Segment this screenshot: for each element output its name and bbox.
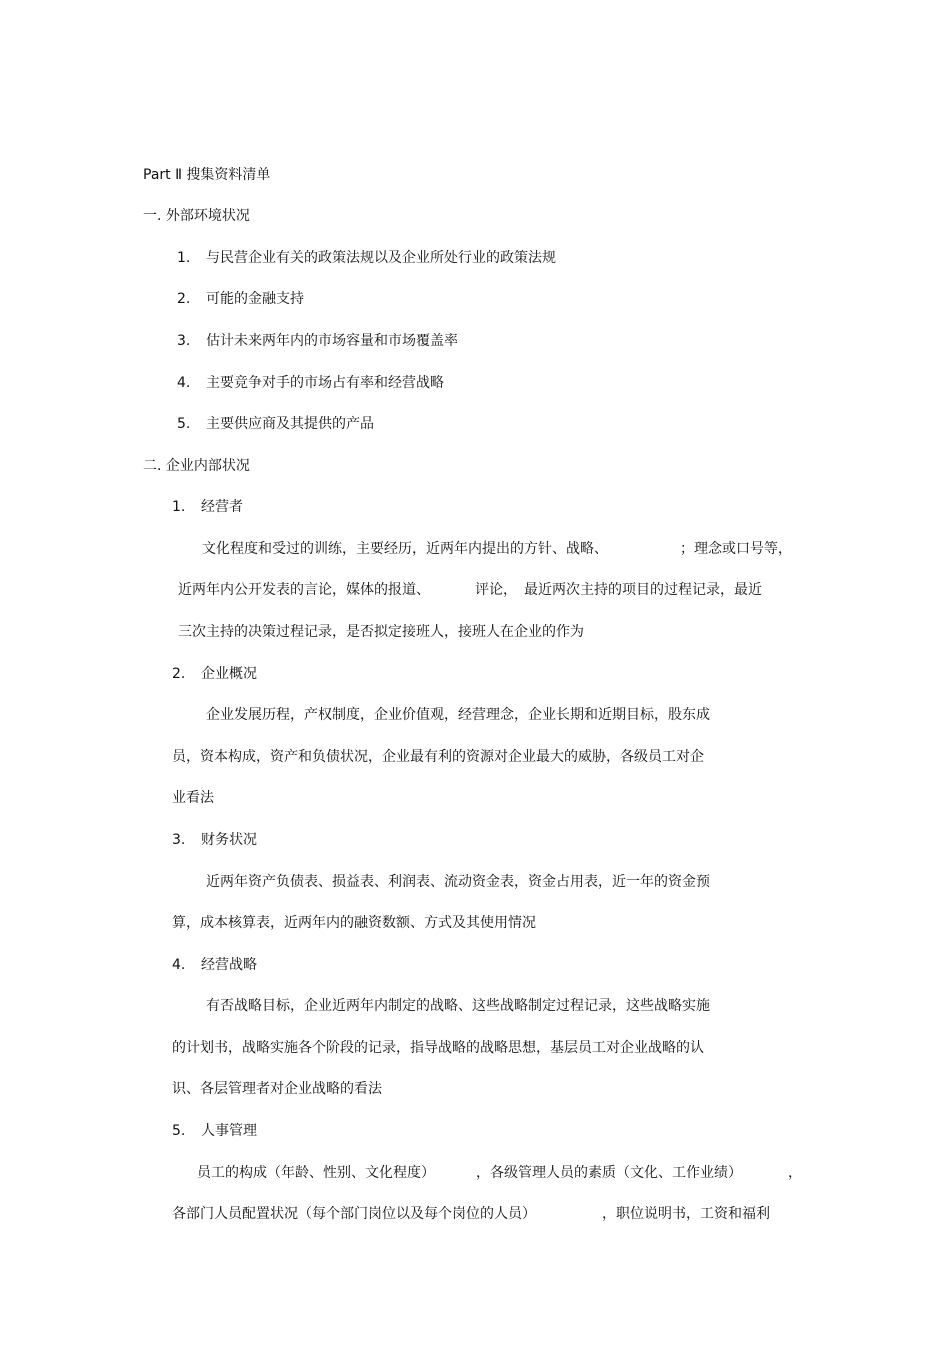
list-item-number: 2.: [177, 291, 191, 307]
paragraph-line: 识、各层管理者对企业战略的看法: [172, 1081, 382, 1097]
paragraph-line: 近两年内公开发表的言论，媒体的报道、: [178, 582, 430, 598]
paragraph-line: ，各级管理人员的素质（文化、工作业绩）: [476, 1165, 742, 1181]
paragraph-line: 最近两次主持的项目的过程记录，最近: [524, 582, 762, 598]
subsection-number: 4.: [172, 957, 186, 973]
paragraph-line: 的计划书，战略实施各个阶段的记录，指导战略的战略思想，基层员工对企业战略的认: [172, 1040, 704, 1056]
subsection-title: 经营者: [201, 499, 243, 515]
paragraph-line: 员工的构成（年龄、性别、文化程度）: [197, 1165, 435, 1181]
paragraph-line: 文化程度和受过的训练，主要经历，近两年内提出的方针、战略、: [202, 541, 608, 557]
paragraph-line: 业看法: [172, 790, 214, 806]
list-item-number: 4.: [177, 375, 191, 391]
paragraph-line: 各部门人员配置状况（每个部门岗位以及每个岗位的人员）: [172, 1206, 536, 1222]
section-2-heading: 二. 企业内部状况: [143, 458, 250, 474]
list-item-number: 5.: [177, 416, 191, 432]
paragraph-line: ；理念或口号等，: [680, 541, 792, 557]
list-item-number: 1.: [177, 250, 191, 266]
list-item: 可能的金融支持: [206, 291, 304, 307]
subsection-title: 经营战略: [201, 957, 257, 973]
paragraph-line: 算，成本核算表，近两年内的融资数额、方式及其使用情况: [172, 915, 536, 931]
subsection-number: 3.: [172, 832, 186, 848]
list-item-number: 3.: [177, 333, 191, 349]
subsection-title: 财务状况: [201, 832, 257, 848]
page-title: Part Ⅱ 搜集资料清单: [143, 167, 271, 183]
subsection-number: 1.: [172, 499, 186, 515]
paragraph-line: 三次主持的决策过程记录，是否拟定接班人，接班人在企业的作为: [178, 624, 584, 640]
paragraph-line: ，: [788, 1165, 802, 1181]
subsection-title: 人事管理: [201, 1123, 257, 1139]
list-item: 与民营企业有关的政策法规以及企业所处行业的政策法规: [206, 250, 556, 266]
paragraph-line: ，职位说明书，工资和福利: [602, 1206, 770, 1222]
paragraph-line: 企业发展历程，产权制度，企业价值观，经营理念，企业长期和近期目标，股东成: [206, 707, 710, 723]
subsection-title: 企业概况: [201, 666, 257, 682]
paragraph-line: 评论，: [475, 582, 517, 598]
list-item: 主要供应商及其提供的产品: [206, 416, 374, 432]
paragraph-line: 员，资本构成，资产和负债状况，企业最有利的资源对企业最大的威胁，各级员工对企: [172, 749, 704, 765]
subsection-number: 2.: [172, 666, 186, 682]
list-item: 主要竞争对手的市场占有率和经营战略: [206, 375, 444, 391]
paragraph-line: 有否战略目标，企业近两年内制定的战略、这些战略制定过程记录，这些战略实施: [206, 998, 710, 1014]
subsection-number: 5.: [172, 1123, 186, 1139]
list-item: 估计未来两年内的市场容量和市场覆盖率: [206, 333, 458, 349]
section-1-heading: 一. 外部环境状况: [143, 208, 250, 224]
paragraph-line: 近两年资产负债表、损益表、利润表、流动资金表，资金占用表，近一年的资金预: [206, 874, 710, 890]
